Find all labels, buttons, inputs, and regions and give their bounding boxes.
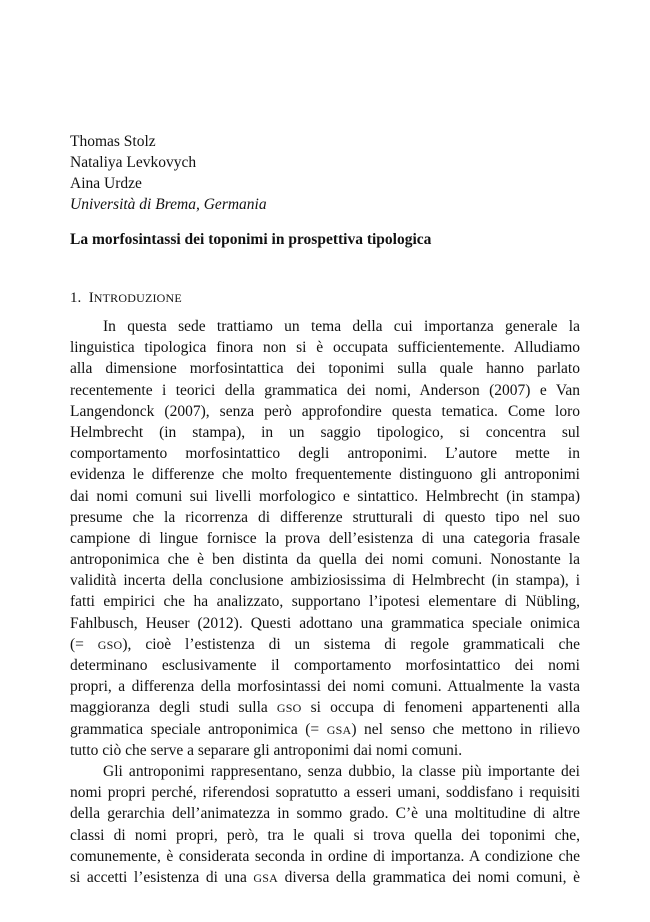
text-line: nomi propri perché, riferendosi sopratutto a esseri umani, soddisfano i requisiti	[70, 784, 580, 802]
author-name: Thomas Stolz	[70, 133, 156, 150]
text-line	[70, 697, 580, 718]
author-name: Aina Urdze	[70, 175, 142, 192]
abbreviation: GSO	[276, 701, 302, 716]
text-fragment: maggioranza degli studi sulla	[70, 699, 277, 717]
text-line	[70, 867, 580, 888]
text-line: linguistica tipologica finora non si è occupata sufficientemente. Alludiamo	[70, 339, 580, 357]
text-fragment: si occupa di fenomeni appartenenti alla	[310, 699, 580, 717]
text-fragment: ),	[122, 635, 146, 653]
text-line: fatti empirici che ha analizzato, supportano l’ipotesi elementare di Nübling,	[70, 593, 580, 611]
text-line	[70, 719, 580, 740]
text-fragment: diversa della grammatica dei nomi comuni, è	[284, 868, 580, 886]
text-line: comunemente, è considerata seconda in ordine di importanza. A condizione che	[70, 847, 580, 865]
section-initial: I	[88, 290, 94, 306]
text-line: alla dimensione morfosintattica dei toponimi sulla quale hanno parlato	[70, 360, 580, 378]
abbreviation: GSA	[326, 722, 352, 737]
section-title-rest: NTRODUZIONE	[93, 291, 182, 305]
text-line: determinano esclusivamente il comportamento morfosintattico dei nomi	[70, 657, 580, 674]
text-line: classi di nomi propri, però, tra le quali si trova quella dei toponimi che,	[70, 826, 580, 844]
section-number: 1.	[70, 290, 82, 306]
text-fragment: nel senso che mettono in rilievo	[364, 720, 580, 738]
text-line	[70, 634, 580, 655]
section-heading	[70, 290, 182, 307]
text-line: della gerarchia dell’animatezza in sommo grado. C’è una moltitudine di altre	[70, 805, 580, 823]
text-fragment: (=	[70, 635, 98, 653]
body-text	[70, 316, 580, 888]
text-line: antroponimica che è ben distinta da quella dei nomi comuni. Nonostante la	[70, 551, 580, 569]
text-line: Langendonck (2007), senza però approfondire questa tematica. Come loro	[70, 402, 580, 420]
paper-title: La morfosintassi dei toponimi in prospettiva tipologica	[70, 231, 432, 248]
text-line: dai nomi comuni sui livelli morfologico e sintattico. Helmbrecht (in stampa)	[70, 487, 580, 505]
text-fragment: si accetti l’esistenza di una	[70, 868, 254, 886]
text-line: comportamento morfosintattico degli antroponimi. L’autore mette in	[70, 445, 580, 463]
author-name: Nataliya Levkovych	[70, 154, 197, 171]
abbreviation: GSA	[253, 870, 279, 885]
text-line: Helmbrecht (in stampa), in un saggio tipologico, si concentra sul	[70, 423, 580, 441]
text-line: validità incerta della conclusione ambiziosissima di Helmbrecht (in stampa), i	[70, 572, 580, 590]
text-line: recentemente i teorici della grammatica dei nomi, Anderson (2007) e Van	[70, 381, 580, 399]
text-line: Gli antroponimi rappresentano, senza dubbio, la classe più importante dei	[103, 762, 580, 780]
text-fragment: grammatica speciale antroponimica (=	[70, 720, 327, 738]
text-line: Fahlbusch, Heuser (2012). Questi adottano una grammatica speciale onimica	[70, 614, 580, 632]
text-line: tutto ciò che serve a separare gli antroponimi dai nomi comuni.	[70, 741, 463, 759]
author-affiliation: Università di Brema, Germania	[70, 196, 267, 213]
abbreviation: GSO	[97, 637, 123, 652]
text-line: campione di lingue fornisce la prova dell’esistenza di una categoria frasale	[70, 529, 580, 547]
text-line: In questa sede trattiamo un tema della cui importanza generale la	[103, 318, 580, 335]
text-line: evidenza le differenze che molto frequentemente distinguono gli antroponimi	[70, 466, 580, 484]
author-block	[70, 131, 267, 215]
text-fragment: )	[351, 720, 365, 738]
text-line: propri, a differenza della morfosintassi dei nomi comuni. Attualmente la vasta	[70, 678, 580, 696]
text-fragment: cioè l’estistenza di un sistema di regole grammaticali che	[145, 635, 580, 653]
text-line: presume che la ricorrenza di differenze strutturali di questo tipo nel suo	[70, 508, 580, 526]
